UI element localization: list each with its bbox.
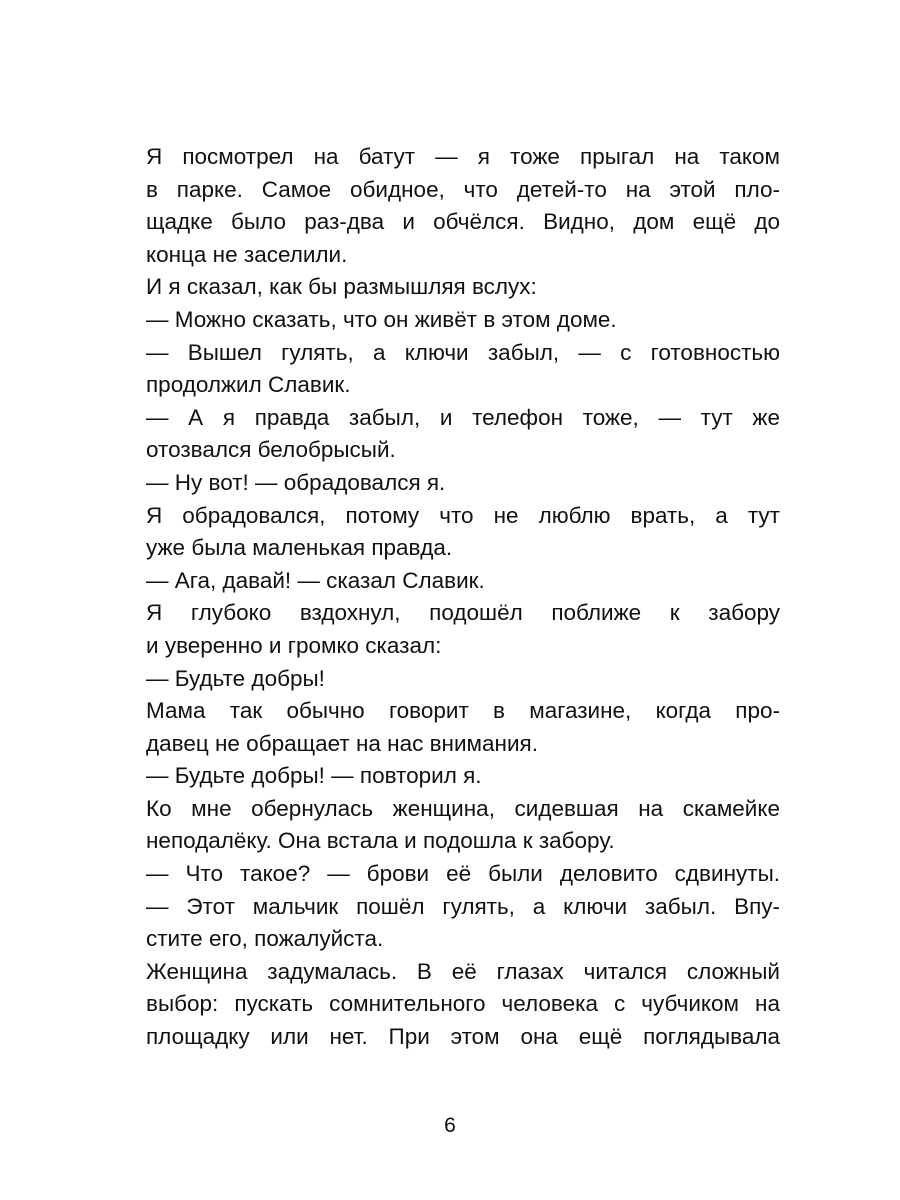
text-line: и уверенно и громко сказал: (146, 632, 442, 658)
text-line: Женщина задумалась. В её глазах читался сложный (146, 958, 780, 984)
text-line: отозвался белобрысый. (146, 437, 396, 463)
text-line: Мама так обычно говорит в магазине, когда про- (146, 698, 780, 724)
text-line: Я посмотрел на батут — я тоже прыгал на таком (146, 144, 780, 169)
text-line: Ко мне обернулась женщина, сидевшая на скамейке (146, 795, 780, 821)
text-line: Я глубоко вздохнул, подошёл поближе к забору (146, 600, 780, 626)
page-number: 6 (444, 1114, 456, 1137)
text-line: неподалёку. Она встала и подошла к забору. (146, 828, 615, 854)
text-line: щадке было раз-два и обчёлся. Видно, дом ещё до (146, 209, 780, 235)
text-line: — Ну вот! — обрадовался я. (146, 469, 446, 495)
text-line: Я обрадовался, потому что не люблю врать, а тут (146, 502, 780, 528)
text-line: давец не обращает на нас внимания. (146, 730, 538, 756)
text-line: в парке. Самое обидное, что детей-то на этой пло- (146, 176, 780, 202)
text-line: — Можно сказать, что он живёт в этом доме. (146, 306, 617, 332)
text-line: — Ага, давай! — сказал Славик. (146, 567, 485, 593)
text-line: конца не заселили. (146, 241, 348, 267)
text-line: — Будьте добры! — повторил я. (146, 763, 482, 789)
text-line: — Будьте добры! (146, 665, 325, 691)
text-line: — Что такое? — брови её были деловито сдвинуты. (146, 861, 780, 887)
text-line: стите его, пожалуйста. (146, 926, 384, 952)
text-line: уже была маленькая правда. (146, 535, 453, 561)
text-line: — А я правда забыл, и телефон тоже, — тут же (146, 404, 780, 430)
text-line: И я сказал, как бы размышляя вслух: (146, 274, 537, 300)
text-line: продолжил Славик. (146, 372, 351, 398)
text-line: — Вышел гулять, а ключи забыл, — с готовностью (146, 339, 780, 365)
body-text (146, 141, 780, 1054)
text-line: площадку или нет. При этом она ещё поглядывала (146, 1024, 780, 1050)
text-line: — Этот мальчик пошёл гулять, а ключи забыл. Впу- (146, 893, 780, 919)
text-line: выбор: пускать сомнительного человека с чубчиком на (146, 991, 780, 1017)
